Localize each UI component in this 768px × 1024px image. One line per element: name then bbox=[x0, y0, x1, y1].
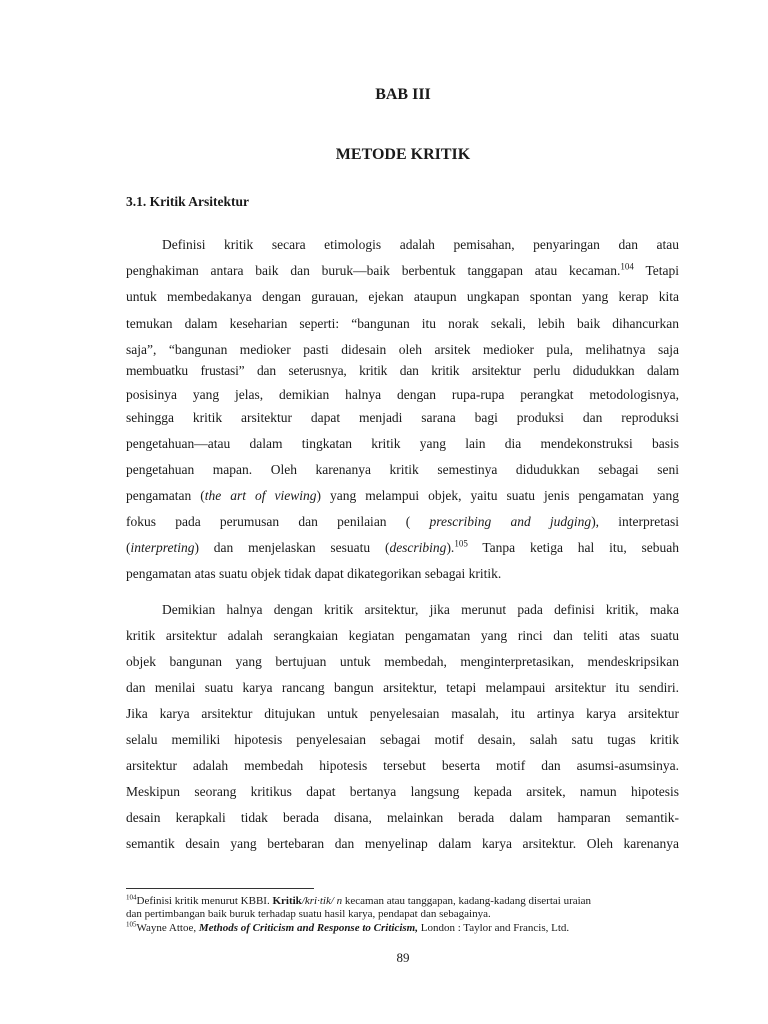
chapter-number: BAB III bbox=[375, 86, 431, 103]
footnote-104-continued: dan pertimbangan baik buruk terhadap suatu hasil karya, pendapat dan sebagainya. bbox=[126, 908, 491, 920]
text-line: pengamatan atas suatu objek tidak dapat dikategorikan sebagai kritik. bbox=[126, 566, 502, 581]
text-line: membuatku frustasi” dan seterusnya, kritik dan kritik arsitektur perlu didudukkan dalam bbox=[126, 363, 679, 378]
chapter-title: METODE KRITIK bbox=[335, 146, 471, 163]
text-line: Jika karya arsitektur ditujukan untuk penyelesaian masalah, itu artinya karya arsitektur bbox=[126, 706, 679, 721]
text-line: pengetahuan—atau dalam tingkatan kritik yang lain dia mendekonstruksi basis bbox=[126, 436, 679, 451]
text-line: untuk membedakanya dengan gurauan, ejekan ataupun ungkapan spontan yang kerap kita bbox=[126, 289, 679, 304]
text-line: sehingga kritik arsitektur dapat menjadi sarana bagi produksi dan reproduksi bbox=[126, 410, 679, 425]
text-line: arsitektur adalah membedah hipotesis tersebut beserta motif dan asumsi-asumsinya. bbox=[126, 758, 679, 773]
footnote-104: $^{104}$Definisi kritik menurut KBBI. Kritik/kri·tik/ n kecaman atau tanggapan, kadang-kadang disertai uraian bbox=[126, 893, 592, 907]
text-line: selalu memiliki hipotesis penyelesaian sebagai motif desain, salah satu tugas kritik bbox=[126, 732, 679, 747]
footnote-ref-105[interactable]: 105 bbox=[454, 538, 468, 549]
text-line: Definisi kritik secara etimologis adalah pemisahan, penyaringan dan atau bbox=[162, 237, 679, 252]
text-line: objek bangunan yang bertujuan untuk membedah, menginterpretasikan, mendeskripsikan bbox=[126, 654, 679, 669]
text-line: temukan dalam keseharian seperti: “bangunan itu norak sekali, lebih baik dihancurkan bbox=[126, 316, 679, 331]
section-heading: 3.1. Kritik Arsitektur bbox=[126, 194, 249, 209]
text-line: posisinya yang jelas, demikian halnya dengan rupa-rupa perangkat metodologisnya, bbox=[126, 387, 679, 402]
text-line: semantik desain yang bertebaran dan menyelinap dalam karya arsitektur. Oleh karenanya bbox=[126, 836, 679, 851]
footnote-ref-104[interactable]: 104 bbox=[620, 261, 634, 272]
text-line: fokus pada perumusan dan penilaian ( prescribing and judging), interpretasi bbox=[126, 514, 679, 529]
text-line: saja”, “bangunan medioker pasti didesain oleh arsitek medioker pula, melihatnya saja bbox=[126, 342, 679, 357]
text-line: desain kerapkali tidak berada disana, melainkan berada dalam hamparan semantik- bbox=[126, 810, 679, 825]
footnote-105: $^{105}$Wayne Attoe, Methods of Criticism and Response to Criticism, London : Taylor and Francis, Ltd. bbox=[126, 920, 570, 934]
text-line: pengamatan (the art of viewing) yang melampui objek, yaitu suatu jenis pengamatan yang bbox=[126, 488, 679, 503]
text-line: Meskipun seorang kritikus dapat bertanya langsung kepada arsitek, namun hipotesis bbox=[126, 784, 679, 799]
text-line: kritik arsitektur adalah serangkaian kegiatan pengamatan yang rinci dan teliti atas suatu bbox=[126, 628, 679, 643]
text-line: penghakiman antara baik dan buruk—baik berbentuk tanggapan atau kecaman.$^{104}$ Tetapi bbox=[126, 261, 679, 278]
text-line: dan menilai suatu karya rancang bangun arsitektur, tetapi melampaui arsitektur itu sendiri. bbox=[126, 680, 679, 695]
footnote-separator bbox=[126, 888, 314, 889]
text-line: pengetahuan mapan. Oleh karenanya kritik semestinya didudukkan sebagai seni bbox=[126, 462, 679, 477]
text-line: Demikian halnya dengan kritik arsitektur, jika merunut pada definisi kritik, maka bbox=[162, 602, 679, 617]
page-number: 89 bbox=[396, 950, 410, 965]
text-line: (interpreting) dan menjelaskan sesuatu (describing).$^{105}$ Tanpa ketiga hal itu, sebuah bbox=[126, 538, 679, 555]
